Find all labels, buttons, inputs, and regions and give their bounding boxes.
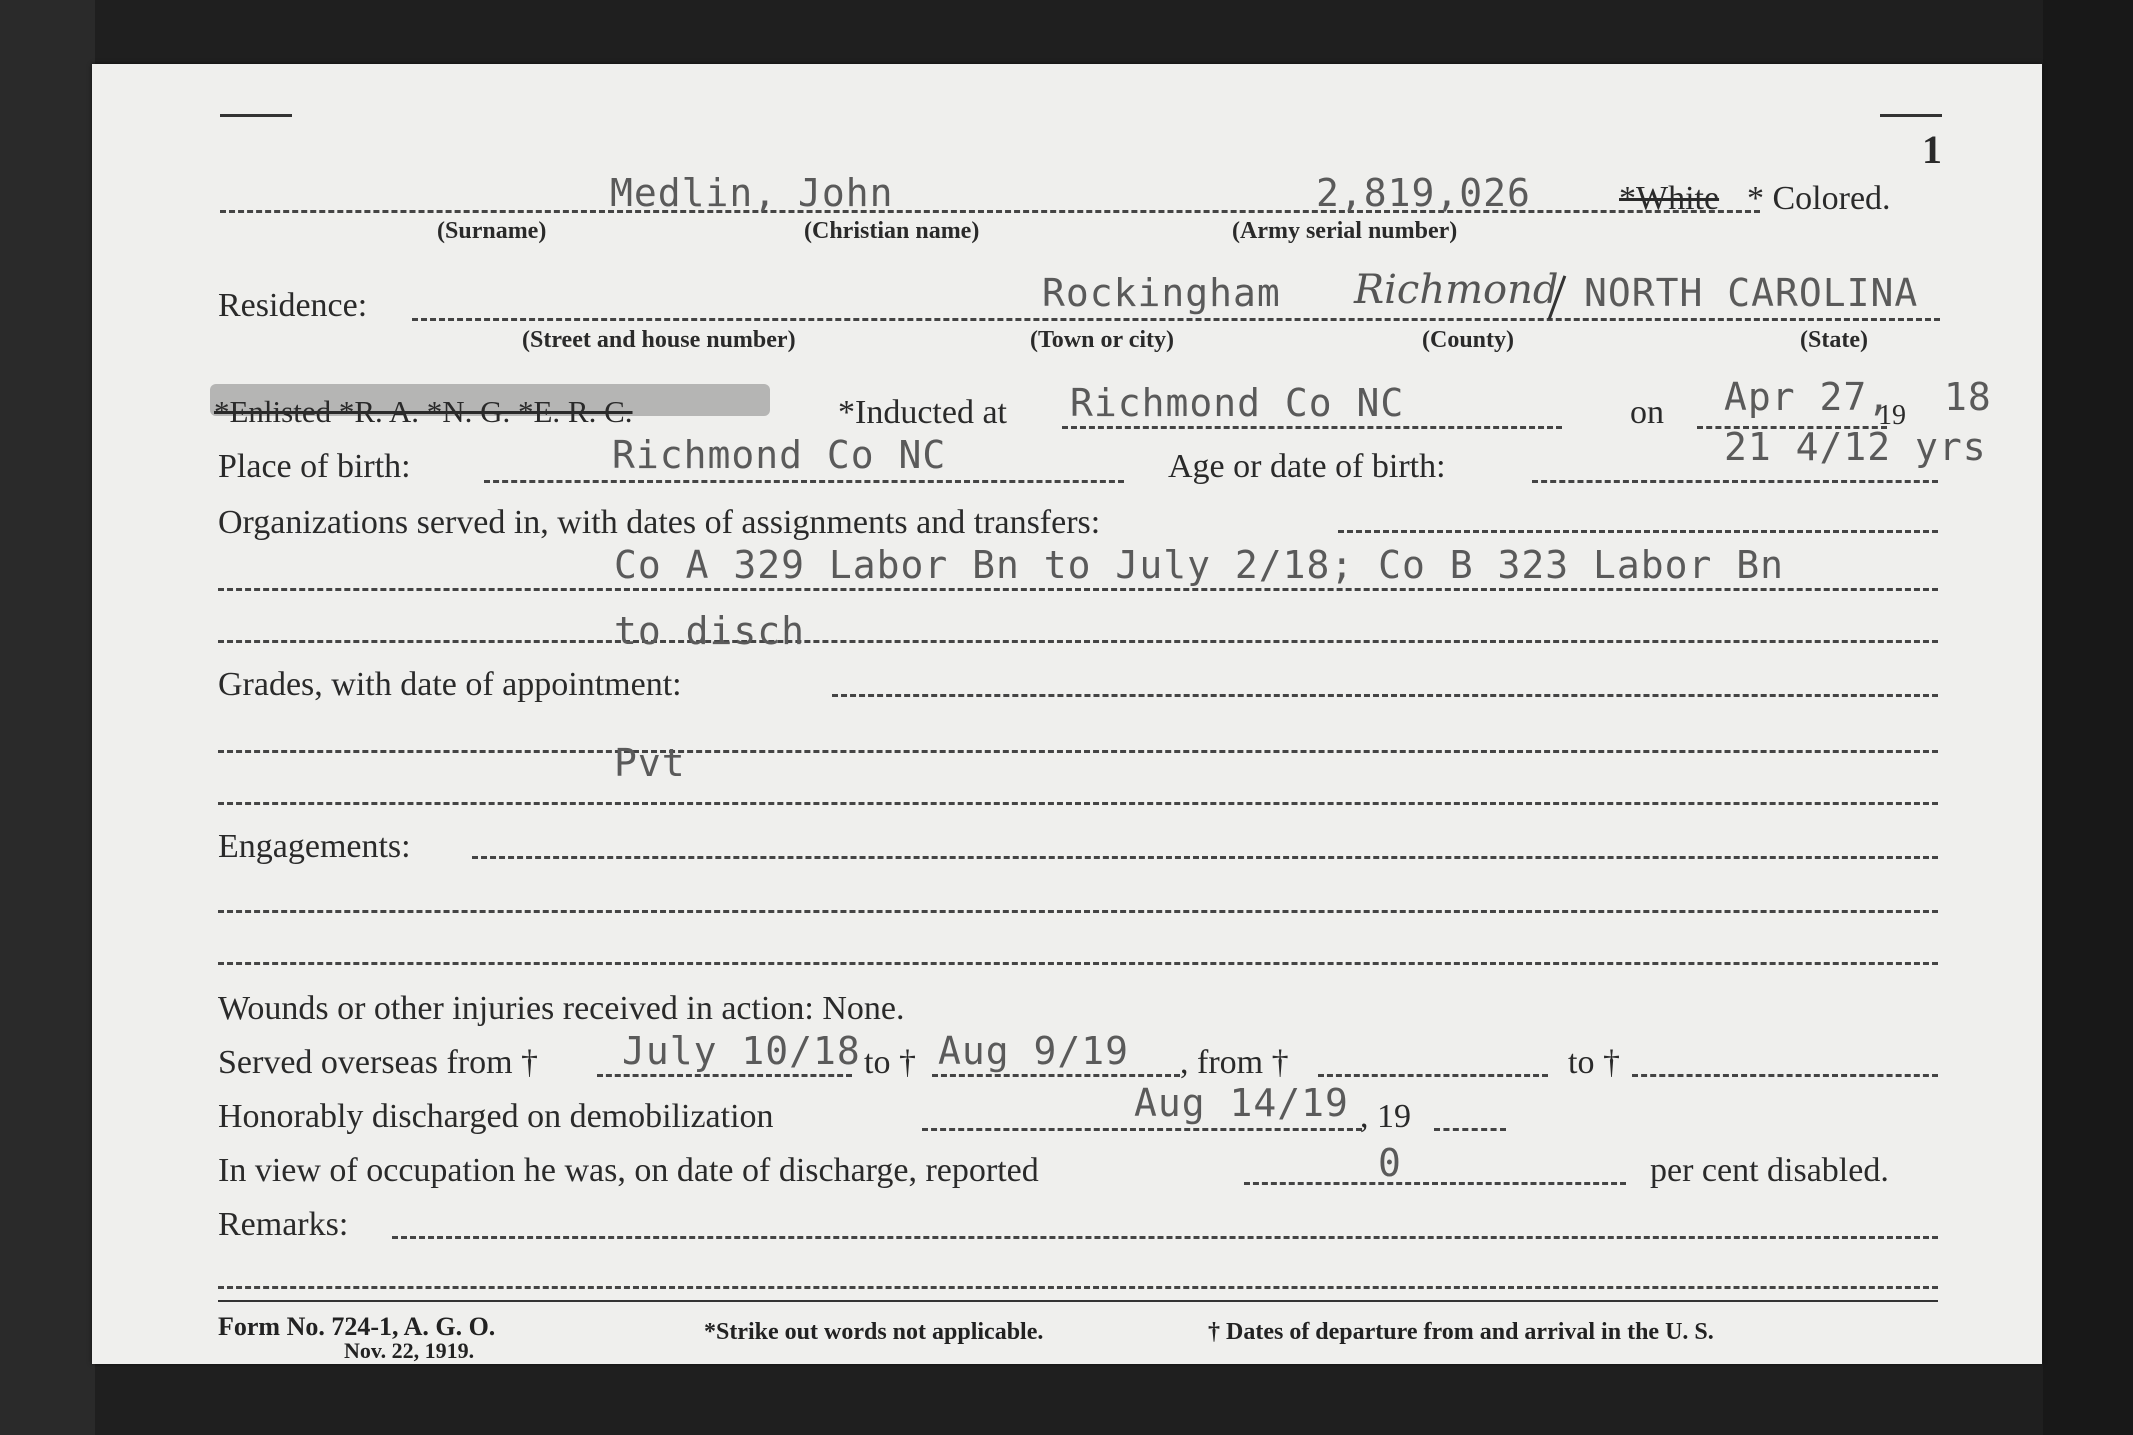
discharge-date-value: Aug 14/19	[1134, 1081, 1349, 1125]
place-of-birth-line	[484, 480, 1124, 483]
overseas-from-line	[597, 1074, 852, 1077]
top-left-rule	[220, 114, 292, 117]
race-white-option: *White	[1619, 180, 1720, 217]
organizations-line-2	[218, 640, 1938, 643]
caption-serial-number: (Army serial number)	[1232, 218, 1458, 244]
discharge-label: Honorably discharged on demobilization	[218, 1098, 774, 1135]
footnote-strike-out: *Strike out words not applicable.	[704, 1319, 1044, 1345]
place-of-birth-label: Place of birth:	[218, 448, 411, 485]
caption-surname: (Surname)	[437, 218, 547, 244]
induction-year-value: 18	[1944, 375, 1992, 419]
induction-date-value: Apr 27,	[1724, 375, 1892, 419]
residence-state-value: NORTH CAROLINA	[1584, 271, 1919, 315]
age-value: 21 4/12 yrs	[1724, 425, 1987, 469]
organizations-line1-value: Co A 329 Labor Bn to July 2/18; Co B 323 Labor Bn	[614, 543, 1785, 587]
remarks-line-0	[392, 1236, 1938, 1239]
residence-label: Residence:	[218, 287, 368, 324]
overseas-to-value: Aug 9/19	[938, 1029, 1130, 1073]
overseas-from-value: July 10/18	[622, 1029, 861, 1073]
disability-suffix: per cent disabled.	[1650, 1152, 1889, 1189]
organizations-line-1	[218, 588, 1938, 591]
enlisted-options: *Enlisted *R. A. *N. G. *E. R. C.	[214, 394, 633, 429]
organizations-line2-value: to disch	[614, 609, 806, 653]
grades-line-0	[832, 694, 1938, 697]
surname-value: Medlin,	[610, 171, 778, 215]
place-of-birth-value: Richmond Co NC	[612, 433, 947, 477]
overseas-from-label: Served overseas from †	[218, 1044, 539, 1081]
card-number: 1	[1922, 127, 1942, 172]
engagements-label: Engagements:	[218, 828, 411, 865]
organizations-line-0	[1338, 530, 1938, 533]
discharge-year-line	[1434, 1128, 1506, 1131]
caption-christian-name: (Christian name)	[804, 218, 980, 244]
organizations-label: Organizations served in, with dates of assignments and transfers:	[218, 504, 1101, 541]
caption-town: (Town or city)	[1030, 327, 1174, 353]
inducted-label: *Inducted at	[838, 394, 1007, 431]
overseas-to-line	[932, 1074, 1180, 1077]
disability-label: In view of occupation he was, on date of discharge, reported	[218, 1152, 1039, 1189]
residence-town-value: Rockingham	[1042, 271, 1281, 315]
service-record-card	[92, 64, 2042, 1364]
overseas-from2-line	[1318, 1074, 1548, 1077]
serial-number-value: 2,819,026	[1316, 171, 1531, 215]
form-date: Nov. 22, 1919.	[344, 1338, 475, 1363]
background-left	[0, 0, 95, 1435]
background-right	[2043, 0, 2133, 1435]
inducted-place-value: Richmond Co NC	[1070, 381, 1405, 425]
engagements-line-1	[218, 910, 1938, 913]
grades-line-2	[218, 802, 1938, 805]
overseas-to2-line	[1632, 1074, 1938, 1077]
overseas-to2-label: to †	[1568, 1044, 1620, 1081]
footnote-dates: † Dates of departure from and arrival in the U. S.	[1208, 1319, 1714, 1345]
remarks-label: Remarks:	[218, 1206, 349, 1243]
grades-value: Pvt	[614, 741, 686, 785]
engagements-line-0	[472, 856, 1938, 859]
induction-year-prefix: 19	[1878, 400, 1906, 431]
footer-rule	[218, 1300, 1938, 1302]
discharge-year-label: , 19	[1360, 1098, 1411, 1135]
caption-state: (State)	[1800, 327, 1868, 353]
discharge-line	[922, 1128, 1362, 1131]
form-number: Form No. 724-1, A. G. O.	[218, 1312, 496, 1341]
age-label: Age or date of birth:	[1168, 448, 1446, 485]
overseas-to-label: to †	[864, 1044, 916, 1081]
disability-line	[1244, 1182, 1626, 1185]
age-line	[1532, 480, 1938, 483]
race-colored-option: * Colored.	[1747, 180, 1891, 217]
top-right-rule	[1880, 114, 1942, 117]
engagements-line-2	[218, 962, 1938, 965]
residence-county-value: Richmond	[1354, 267, 1559, 313]
overseas-from2-label: , from †	[1180, 1044, 1289, 1081]
remarks-line-1	[218, 1286, 1938, 1289]
inducted-place-line	[1062, 426, 1562, 429]
christian-name-value: John	[798, 171, 894, 215]
caption-street: (Street and house number)	[522, 327, 796, 353]
grades-line-1	[218, 750, 1938, 753]
grades-label: Grades, with date of appointment:	[218, 666, 682, 703]
disability-value: 0	[1378, 1141, 1402, 1185]
wounds-text: Wounds or other injuries received in action: None.	[218, 990, 905, 1027]
on-label: on	[1630, 394, 1664, 431]
residence-line	[412, 318, 1940, 321]
caption-county: (County)	[1422, 327, 1515, 353]
